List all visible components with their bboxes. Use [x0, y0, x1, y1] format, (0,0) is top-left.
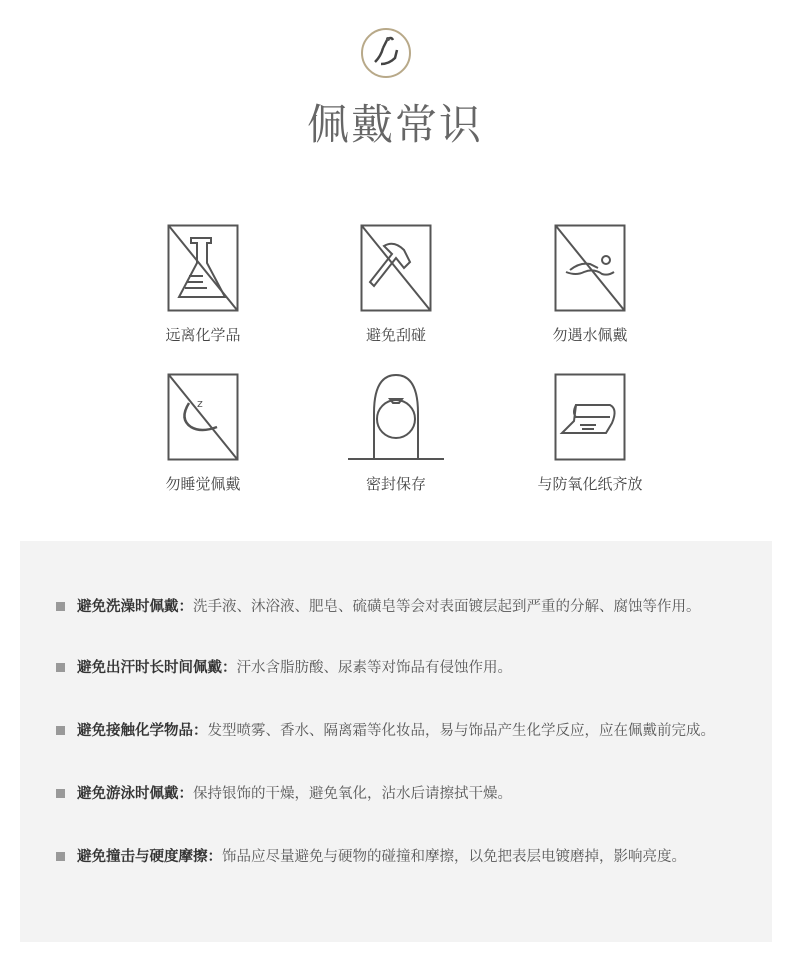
care-label: 勿睡觉佩戴 — [165, 475, 241, 493]
tip-text: 汗水含脂肪酸、尿素等对饰品有侵蚀作用。 — [236, 660, 512, 676]
tip-item — [56, 846, 736, 868]
anti-oxidation-paper-icon — [554, 373, 626, 461]
svg-text:z: z — [197, 397, 203, 410]
care-tips-panel — [20, 541, 772, 942]
care-label: 与防氧化纸齐放 — [537, 475, 643, 493]
care-item-sleep — [113, 373, 293, 494]
tip-text: 保持银饰的干燥，避免氧化，沾水后请擦拭干燥。 — [193, 786, 512, 802]
no-chemicals-icon — [167, 224, 239, 312]
bullet-square-icon — [56, 726, 65, 735]
tip-item — [56, 720, 736, 742]
tip-item — [56, 657, 736, 679]
bullet-square-icon — [56, 789, 65, 798]
tip-text: 饰品应尽量避免与硬物的碰撞和摩擦，以免把表层电镀磨掉，影响亮度。 — [222, 849, 686, 865]
tip-item — [56, 596, 736, 618]
care-label: 远离化学品 — [165, 326, 241, 344]
tip-title: 避免游泳时佩戴： — [77, 786, 193, 802]
care-item-scratch — [306, 224, 486, 345]
tip-item — [56, 783, 736, 805]
tip-title: 避免洗澡时佩戴： — [77, 599, 193, 615]
no-sleeping-icon — [167, 373, 239, 461]
care-label: 避免刮碰 — [365, 326, 426, 344]
sealed-ring-icon — [346, 373, 446, 461]
tip-text: 发型喷雾、香水、隔离霜等化妆品，易与饰品产生化学反应，应在佩戴前完成。 — [207, 723, 715, 739]
care-label: 勿遇水佩戴 — [552, 326, 628, 344]
care-label: 密封保存 — [365, 475, 426, 493]
bullet-square-icon — [56, 602, 65, 611]
care-item-paper — [500, 373, 680, 494]
hand-holding-flower-icon — [361, 28, 411, 78]
tip-text: 洗手液、沐浴液、肥皂、硫磺皂等会对表面镀层起到严重的分解、腐蚀等作用。 — [193, 599, 701, 615]
no-swimming-icon — [554, 224, 626, 312]
bullet-square-icon — [56, 663, 65, 672]
care-item-sealed — [306, 373, 486, 494]
no-hammer-icon — [360, 224, 432, 312]
tip-title: 避免出汗时长时间佩戴： — [77, 660, 237, 676]
bullet-square-icon — [56, 852, 65, 861]
tip-title: 避免接触化学物品： — [77, 723, 208, 739]
page-title: 佩戴常识 — [306, 100, 483, 149]
care-item-water — [500, 224, 680, 345]
care-item-chemicals — [113, 224, 293, 345]
tip-title: 避免撞击与硬度摩擦： — [77, 849, 222, 865]
